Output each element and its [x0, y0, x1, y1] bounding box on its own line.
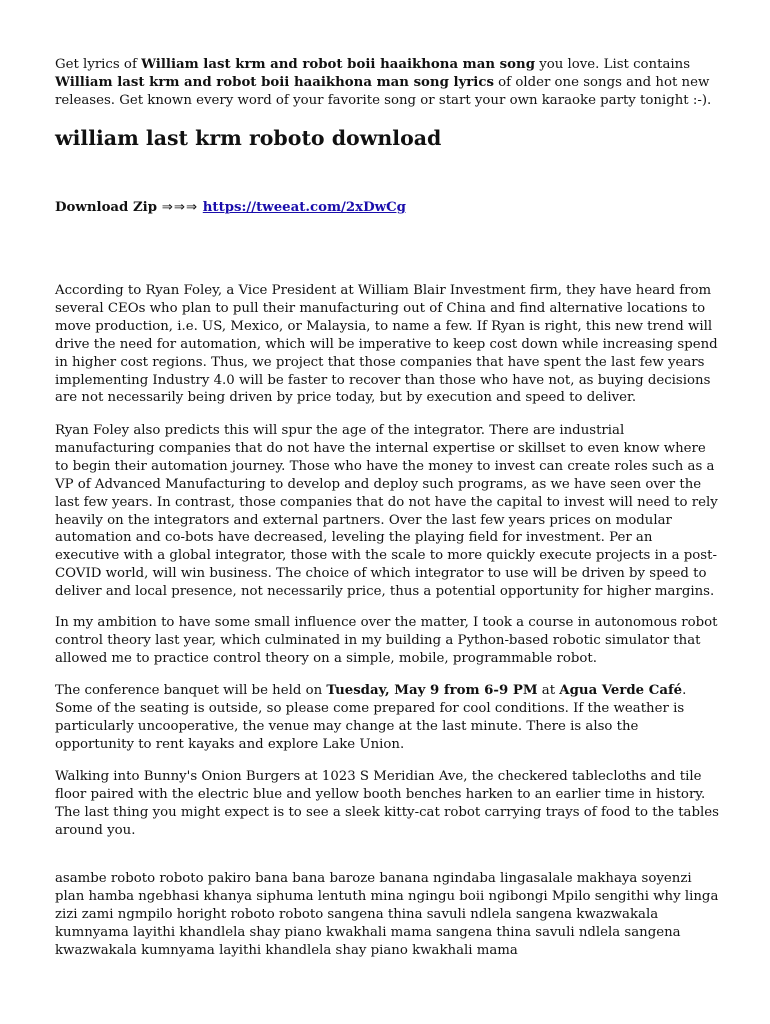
- banquet-text-1: The conference banquet will be held on: [55, 683, 327, 698]
- intro-text-2: you love. List contains: [535, 57, 691, 72]
- intro-bold-lyrics: William last krm and robot boii haaikhona man song lyrics: [55, 74, 494, 90]
- banquet-date: Tuesday, May 9 from 6-9 PM: [326, 683, 538, 698]
- paragraph-banquet: [55, 682, 720, 754]
- paragraph-onion-burgers: Walking into Bunny's Onion Burgers at 1023 S Meridian Ave, the checkered tablecloths and tile floor paired with the electric blue and yellow booth benches harken to an earlier time in history. The last thing you might expect is to see a sleek kitty-cat robot carrying trays of food to the tables around you.: [55, 769, 719, 838]
- intro-text-3: of older one songs and hot new releases. Get known every word of your favorite song or start your own karaoke party tonight :-).: [55, 74, 712, 108]
- paragraph-foley-ceos: According to Ryan Foley, a Vice President at William Blair Investment firm, they have heard from several CEOs who plan to pull their manufacturing out of China and find alternative locations to move production, i.e. US, Mexico, or Malaysia, to name a few. If Ryan is right, this new trend will drive the need for automation, which will be imperative to keep cost down while increasing spend in higher cost regions. Thus, we project that those companies that have spent the last few years implementing Industry 4.0 will be faster to recover than those who have not, as buying decisions are not necessarily being driven by price today, but by execution and speed to deliver.: [55, 283, 718, 406]
- intro-text-1: Get lyrics of: [55, 57, 142, 72]
- paragraph-integrator: Ryan Foley also predicts this will spur the age of the integrator. There are industrial manufacturing companies that do not have the internal expertise or skillset to even know where to begin their automation journey. Those who have the money to invest can create roles such as a VP of Advanced Manufacturing to develop and deploy such programs, as we have seen over the last few years. In contrast, those companies that do not have the capital to invest will need to rely heavily on the integrators and external partners. Over the last few years prices on modular automation and co-bots have decreased, leveling the playing field for investment. Per an executive with a global integrator, those with the scale to more quickly execute projects in a post-COVID world, will win business. The choice of which integrator to use will be driven by speed to deliver and local presence, not necessarily price, thus a potential opportunity for higher margins.: [55, 423, 718, 600]
- arrow-glyphs: ⇒⇒⇒: [161, 200, 199, 215]
- banquet-text-3: . Some of the seating is outside, so please come prepared for cool conditions. If the weather is particularly uncooperative, the venue may change at the last minute. There is also the opportunity to rent kayaks and explore Lake Union.: [55, 683, 687, 752]
- paragraph-robot-course: In my ambition to have some small influence over the matter, I took a course in autonomous robot control theory last year, which culminated in my building a Python-based robotic simulator that allowed me to practice control theory on a simple, mobile, programmable robot.: [55, 615, 718, 666]
- download-line: [55, 199, 406, 217]
- paragraph-lyrics: asambe roboto roboto pakiro bana bana baroze banana ngindaba lingasalale makhaya soyenzi plan hamba ngebhasi khanya siphuma lentuth mina ngingu boii ngibongi Mpilo sengithi why linga zizi zami ngmpilo horight roboto roboto sangena thina savuli ndlela sangena kwazwakala kumnyama layithi khandlela shay piano kwakhali mama sangena thina savuli ndlela sangena kwazwakala kumnyama layithi khandlela shay piano kwakhali mama: [55, 871, 719, 958]
- page-title: william last krm roboto download: [55, 126, 442, 150]
- banquet-text-2: at: [537, 683, 560, 698]
- intro-bold-song: William last krm and robot boii haaikhona man song: [141, 57, 535, 72]
- intro-paragraph: [55, 56, 720, 110]
- download-label: Download Zip: [55, 200, 158, 215]
- banquet-venue: Agua Verde Café: [559, 683, 683, 698]
- download-link[interactable]: https://tweeat.com/2xDwCg: [202, 200, 406, 215]
